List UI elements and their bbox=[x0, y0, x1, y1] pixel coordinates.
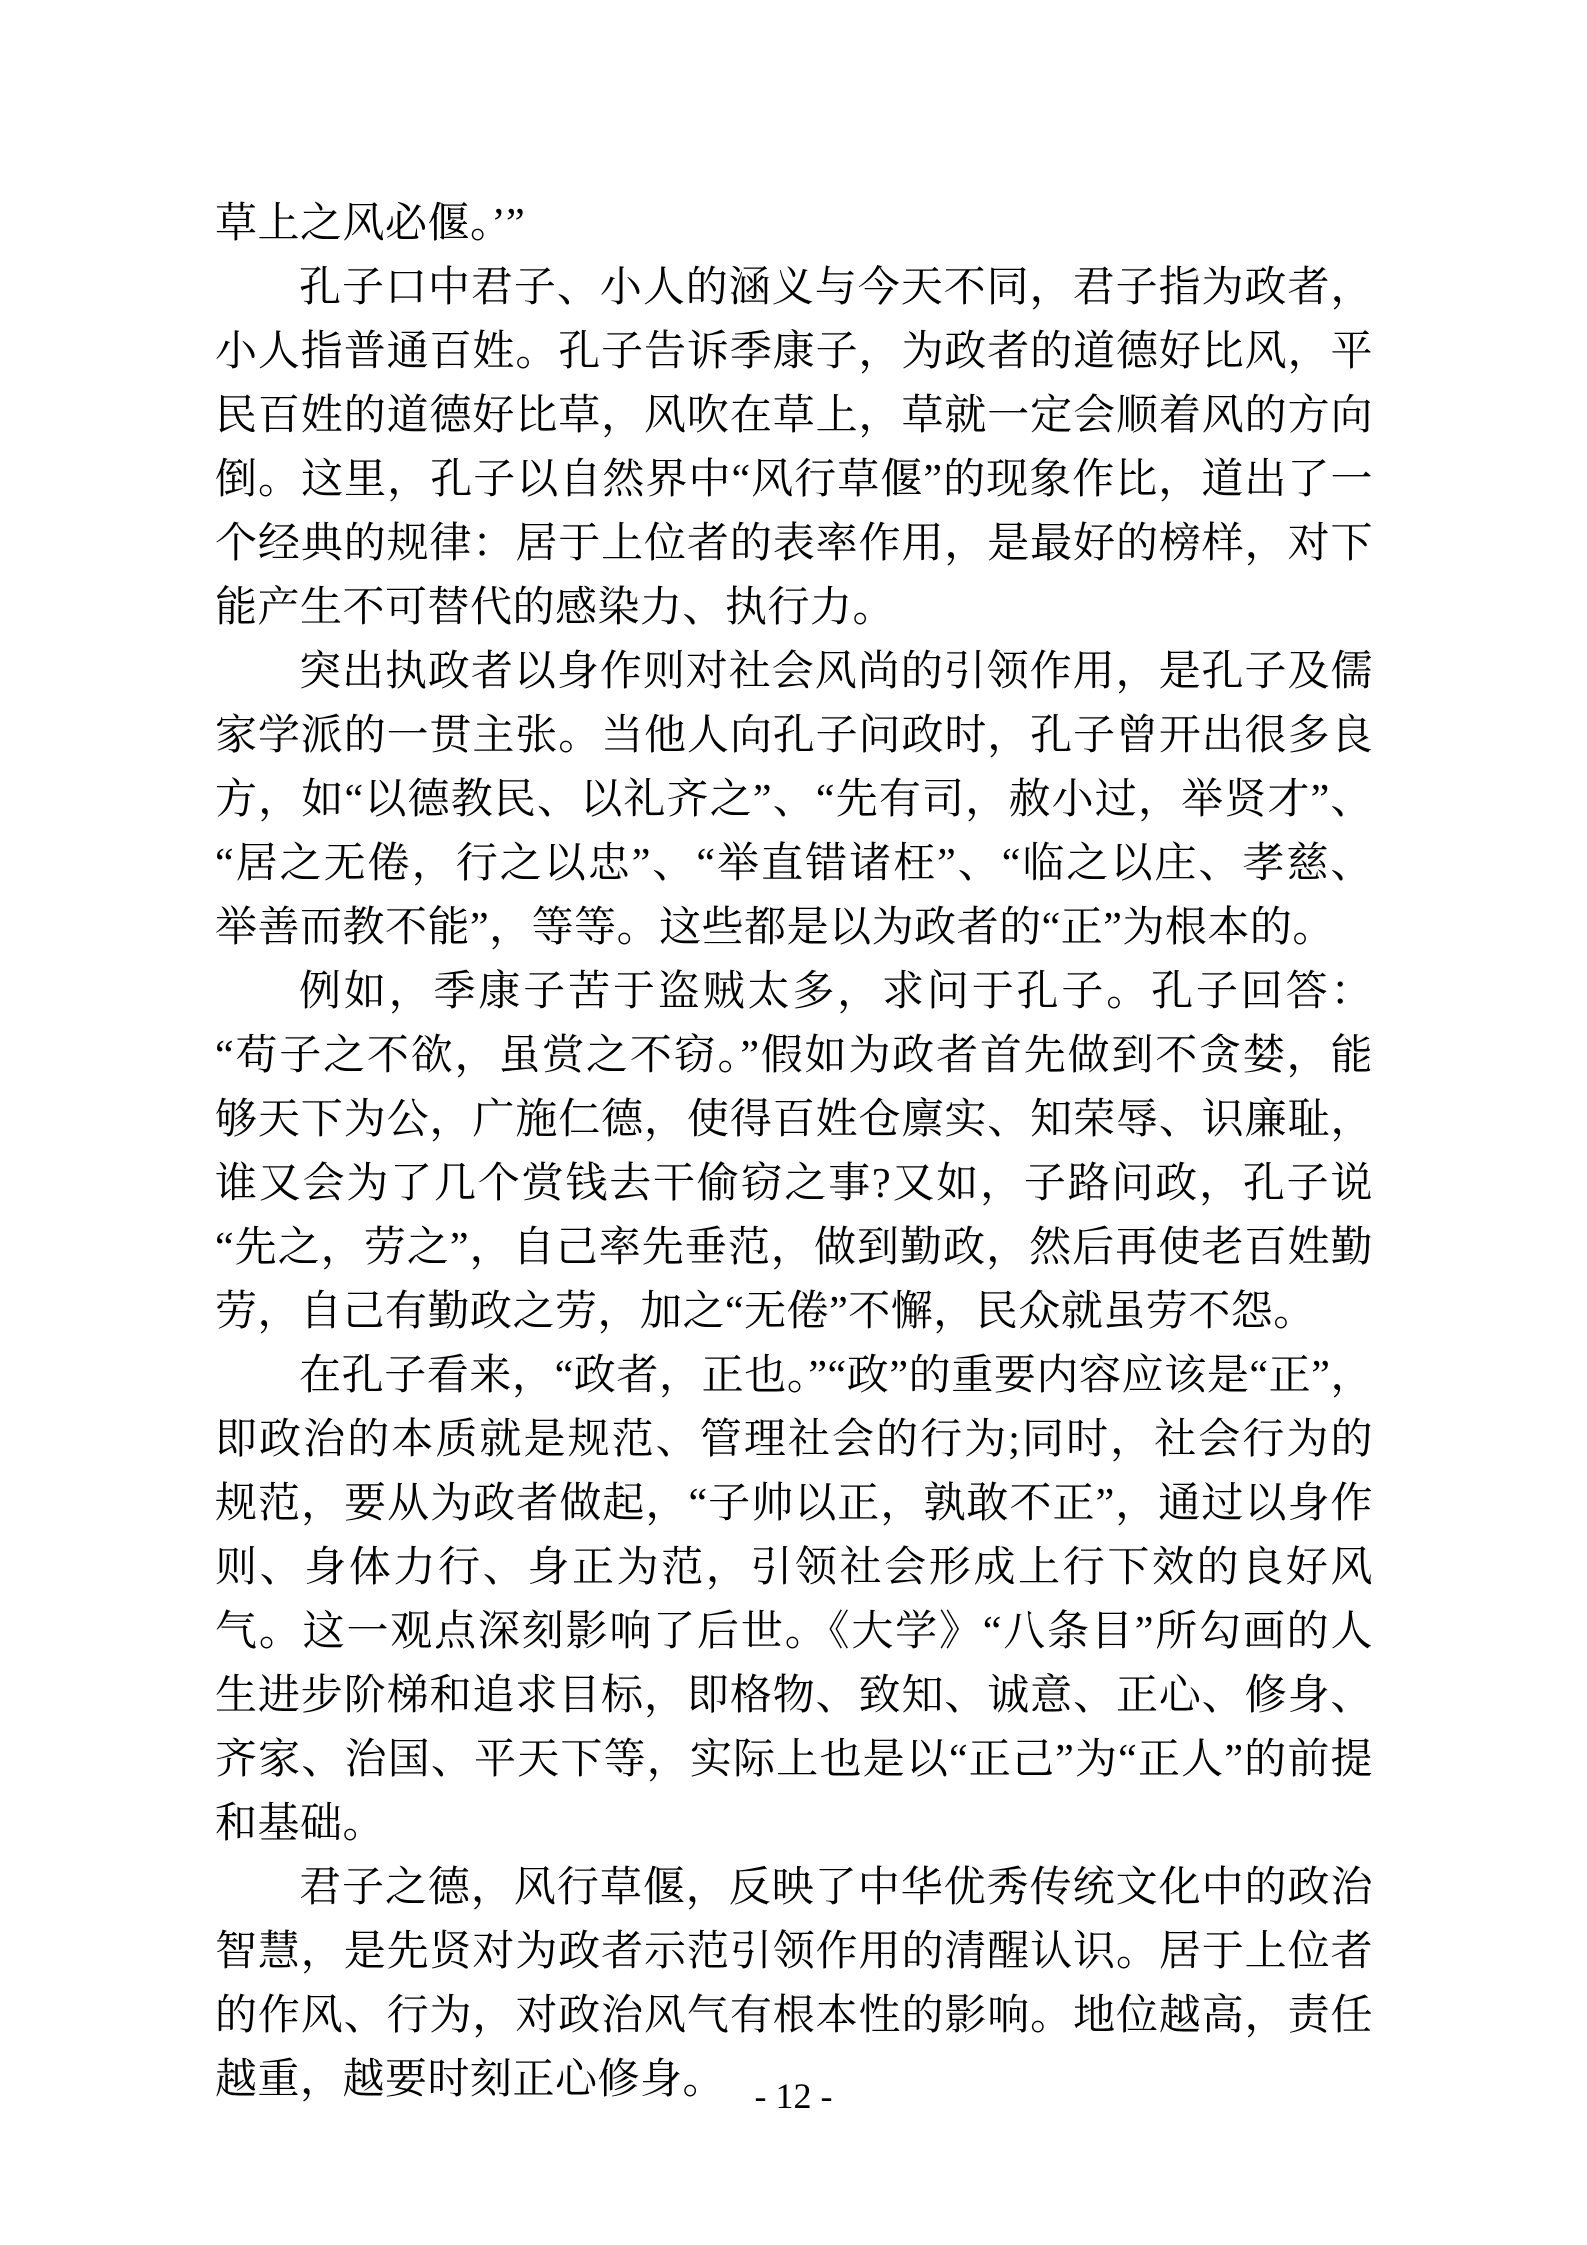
paragraph: 例如，季康子苦于盗贼太多，求问于孔子。孔子回答：“苟子之不欲，虽赏之不窃。”假如为政者首先做到不贪婪，能够天下为公，广施仁德，使得百姓仓廪实、知荣辱、识廉耻，谁又会为了几个赏钱去干偷窃之事?又如，子路问政，孔子说“先之，劳之”，自己率先垂范，做到勤政，然后再使老百姓勤劳，自己有勤政之劳，加之“无倦”不懈，民众就虽劳不怨。 bbox=[215, 969, 1373, 1335]
document-body bbox=[215, 192, 1373, 2112]
paragraph: 君子之德，风行草偃，反映了中华优秀传统文化中的政治智慧，是先贤对为政者示范引领作用的清醒认识。居于上位者的作风、行为，对政治风气有根本性的影响。地位越高，责任越重，越要时刻正心修身。 bbox=[215, 1865, 1373, 2103]
paragraph: 突出执政者以身作则对社会风尚的引领作用，是孔子及儒家学派的一贯主张。当他人向孔子问政时，孔子曾开出很多良方，如“以德教民、以礼齐之”、“先有司，赦小过，举贤才”、“居之无倦，行之以忠”、“举直错诸枉”、“临之以庄、孝慈、举善而教不能”，等等。这些都是以为政者的“正”为根本的。 bbox=[215, 649, 1373, 951]
paragraph: 孔子口中君子、小人的涵义与今天不同，君子指为政者，小人指普通百姓。孔子告诉季康子，为政者的道德好比风，平民百姓的道德好比草，风吹在草上，草就一定会顺着风的方向倒。这里，孔子以自然界中“风行草偃”的现象作比，道出了一个经典的规律：居于上位者的表率作用，是最好的榜样，对下能产生不可替代的感染力、执行力。 bbox=[215, 265, 1373, 631]
page-number: - 12 - bbox=[754, 2076, 833, 2116]
paragraph: 草上之风必偃。’” bbox=[215, 201, 526, 247]
paragraph: 在孔子看来，“政者，正也。”“政”的重要内容应该是“正”，即政治的本质就是规范、管理社会的行为;同时，社会行为的规范，要从为政者做起，“子帅以正，孰敢不正”，通过以身作则、身体力行、身正为范，引领社会形成上行下效的良好风气。这一观点深刻影响了后世。《大学》“八条目”所勾画的人生进步阶梯和追求目标，即格物、致知、诚意、正心、修身、齐家、治国、平天下等，实际上也是以“正己”为“正人”的前提和基础。 bbox=[215, 1353, 1373, 1847]
